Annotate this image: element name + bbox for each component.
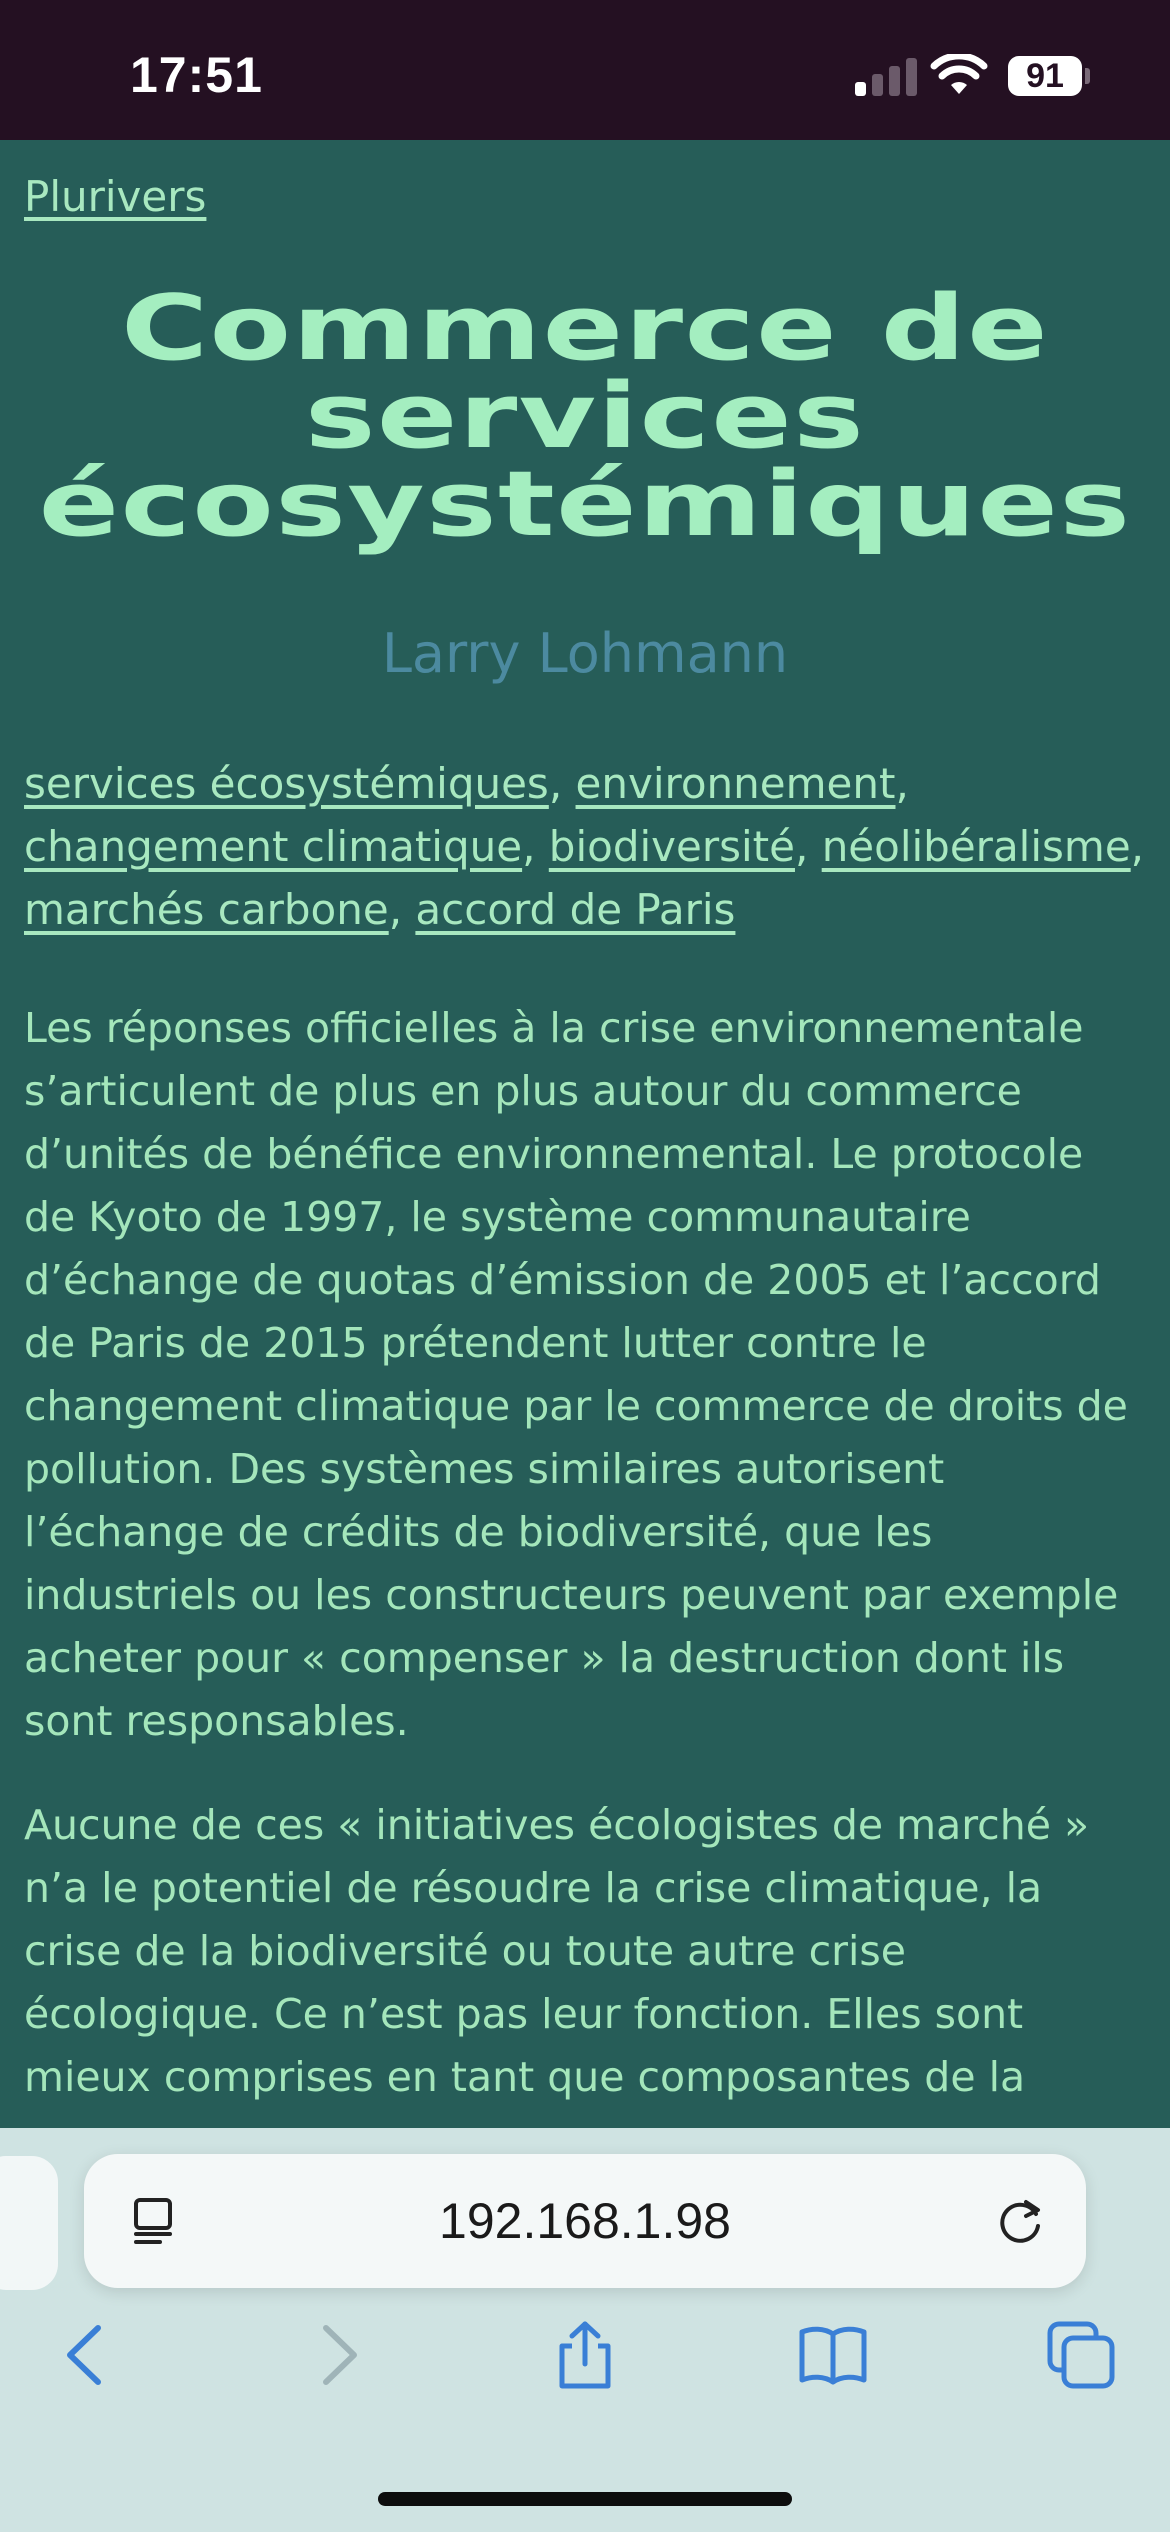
reload-icon[interactable] [994,2194,1048,2248]
tag-link[interactable]: services écosystémiques [24,759,549,808]
breadcrumb-link[interactable]: Plurivers [24,172,207,221]
tag-list: services écosystémiques, environnement, changement climatique, biodiversité, néolibéralisme, marchés carbone, accord de Paris [24,759,1145,934]
tag-link[interactable]: changement climatique [24,822,523,871]
address-bar[interactable] [84,2154,1086,2288]
article-paragraph: Les réponses officielles à la crise environnementale s’articulent de plus en plus autour du commerce d’unités de bénéfice environnemental. Le protocole de Kyoto de 1997, le système communautaire d’échange de quotas d’émission de 2005 et l’accord de Paris de 2015 prétendent lutter contre le changement climatique par le commerce de droits de pollution. Des systèmes similaires autorisent l’échange de crédits de biodiversité, que les industriels ou les constructeurs peuvent par exemple acheter pour « compenser » la destruction dont ils sont responsables. [24,1004,1128,1745]
page-title [0,276,1170,557]
title-line: services [304,364,866,469]
battery-cap [1085,68,1090,84]
share-icon[interactable] [550,2320,620,2390]
article-paragraph: Aucune de ces « initiatives écologistes de marché » n’a le potentiel de résoudre la crise climatique, la crise de la biodiversité ou toute autre crise écologique. Ce n’est pas leur fonction. Elles sont mieux comprises en tant que composantes de la [24,1801,1090,2101]
status-bar [0,0,1170,140]
book-icon[interactable] [798,2320,868,2390]
tag-link[interactable]: marchés carbone [24,885,389,934]
wifi-icon [930,54,988,96]
chevron-left-icon[interactable] [52,2320,122,2390]
battery-icon: 91 [1008,56,1082,96]
title-line: Commerce de [120,276,1050,381]
cellular-signal-icon [855,58,917,96]
url-text[interactable]: 192.168.1.98 [439,2193,731,2249]
tag-link[interactable]: environnement [575,759,896,808]
tag-link[interactable]: accord de Paris [415,885,736,934]
status-time: 17:51 [130,47,263,103]
home-indicator[interactable] [378,2492,792,2506]
author-name: Larry Lohmann [381,622,789,685]
title-line: écosystémiques [38,452,1132,557]
previous-tab-preview[interactable] [0,2156,58,2290]
tag-link[interactable]: biodiversité [548,822,795,871]
chevron-right-icon[interactable] [302,2320,372,2390]
tabs-icon[interactable] [1046,2320,1116,2390]
tag-link[interactable]: néolibéralisme [821,822,1131,871]
